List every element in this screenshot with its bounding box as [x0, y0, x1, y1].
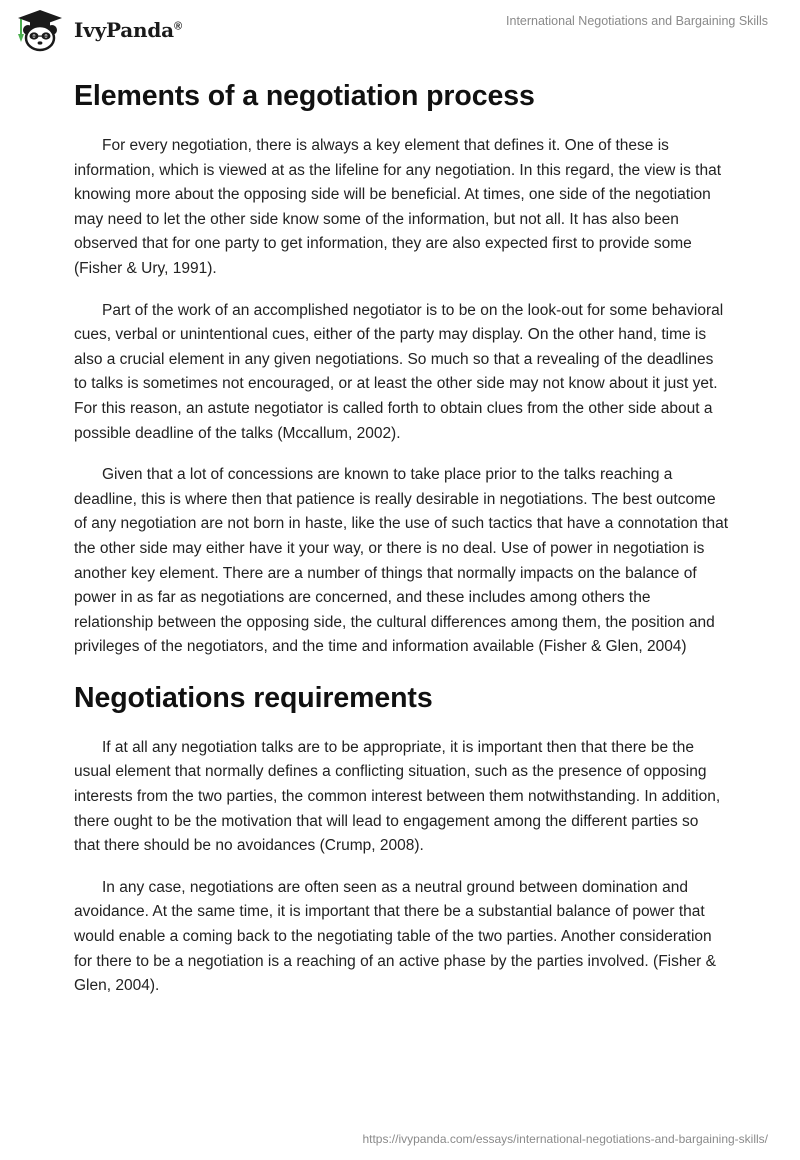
source-url-link[interactable]: https://ivypanda.com/essays/international-negotiations-and-bargaining-skills/: [362, 1132, 768, 1146]
paragraph: In any case, negotiations are often seen as a neutral ground between domination and avoidance. At the same time, it is important that there be a substantial balance of power that would enable a coming back to the negotiating table of the two parties. Another consideration for there to be a negotiation is a reaching of an active phase by the parties involved. (Fisher & Glen, 2004).: [74, 878, 716, 995]
section-heading: Negotiations requirements: [74, 681, 433, 714]
paragraph: For every negotiation, there is always a key element that defines it. One of these is information, which is viewed at as the lifeline for any negotiation. In this regard, the view is that knowing more about the opposing side will be beneficial. At times, one side of the negotiation may need to let the other side know some of the information, but not all. It has also been observed that for one party to get information, they are also expected first to provide some (Fisher & Ury, 1991).: [74, 137, 722, 277]
brand-name-text: IvyPanda: [74, 18, 174, 42]
registered-mark: ®: [173, 20, 182, 33]
paragraph: Given that a lot of concessions are known to take place prior to the talks reaching a deadline, this is where then that patience is really desirable in negotiations. The best outcome of any negotiation are not born in haste, like the use of such tactics that have a connotation that the other side may either have it your way, or there is no deal. Use of power in negotiation is another key element. There are a number of things that normally impacts on the balance of power in as far as negotiations are concerned, and these includes among others the relationship between the opposing side, the cultural differences among them, the position and privileges of the negotiators, and the time and information available (Fisher & Glen, 2004): [74, 466, 729, 656]
paragraph: Part of the work of an accomplished negotiator is to be on the look-out for some behavioral cues, verbal or unintentional cues, either of the party may display. On the other hand, time is also a crucial element in any given negotiations. So much so that a revealing of the deadlines to talks is sometimes not encouraged, or at least the other side may not know about it just yet. For this reason, an astute negotiator is called forth to obtain clues from the other side about a possible deadline of the talks (Mccallum, 2002).: [74, 301, 724, 442]
section-heading: Elements of a negotiation process: [74, 80, 535, 112]
ivypanda-logo[interactable]: [12, 8, 182, 52]
document-title: International Negotiations and Bargaining Skills: [506, 14, 768, 28]
essay-content: [74, 70, 728, 999]
page-header: [0, 0, 800, 70]
panda-graduate-icon: [12, 8, 68, 52]
paragraph: If at all any negotiation talks are to be appropriate, it is important then that there be the usual element that normally defines a conflicting situation, such as the presence of opposing interests from the two parties, the common interest between them notwithstanding. In addition, there ought to be the motivation that will lead to engagement among the different parties so that there should be no avoidances (Crump, 2008).: [74, 738, 721, 855]
brand-name: [74, 18, 182, 42]
